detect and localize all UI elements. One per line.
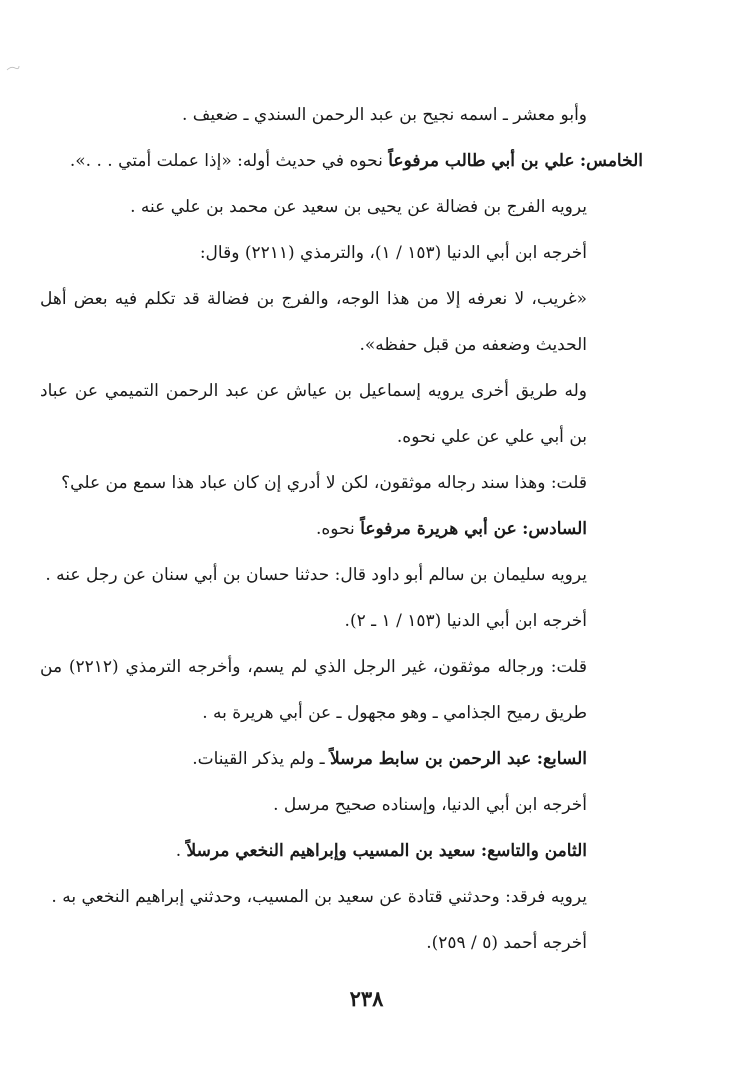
body-text [40, 92, 643, 966]
paragraph-text: يرويه فرقد: وحدثني قتادة عن سعيد بن المسيب، وحدثني إبراهيم النخعي به . [51, 887, 587, 907]
paragraph-text: ـ ولم يذكر القينات. [192, 749, 330, 769]
paragraph-text: يرويه سليمان بن سالم أبو داود قال: حدثنا حسان بن أبي سنان عن رجل عنه . [45, 565, 587, 585]
paragraph-text: قلت: ورجاله موثقون، غير الرجل الذي لم يسم، وأخرجه الترمذي (٢٢١٢) من طريق رميح الجذامي ـ وهو مجهول ـ عن أبي هريرة به . [40, 657, 587, 723]
paragraph-ibn-abi-dunya-2 [40, 598, 643, 644]
section-lead-fifth: الخامس: [579, 151, 643, 171]
paragraph-sixth-narration [40, 506, 643, 552]
narrator-ibn-sabit: عبد الرحمن بن سابط مرسلاً [330, 749, 532, 769]
paragraph-ahmad [40, 920, 643, 966]
paragraph-faraj-chain [40, 184, 643, 230]
paragraph-farqad-chain [40, 874, 643, 920]
narrator-ibn-musayyib-nakhai: سعيد بن المسيب وإبراهيم النخعي مرسلاً [186, 841, 476, 861]
paragraph-text: أخرجه أحمد (٥ / ٢٥٩). [426, 933, 587, 953]
paragraph-text: وأبو معشر ـ اسمه نجيح بن عبد الرحمن السندي ـ ضعيف . [181, 105, 587, 125]
paragraph-comment-abbad [40, 460, 643, 506]
scan-speck [6, 64, 20, 72]
narrator-ali: علي بن أبي طالب مرفوعاً [388, 151, 575, 171]
paragraph-text: نحوه. [315, 519, 361, 539]
paragraph-text: . [175, 841, 187, 861]
paragraph-comment-rumayh [40, 644, 643, 736]
section-lead-sixth: السادس: [522, 519, 587, 539]
paragraph-text: أخرجه ابن أبي الدنيا (١٥٣ / ١)، والترمذي (٢٢١١) وقال: [199, 243, 587, 263]
paragraph-seventh-narration [40, 736, 643, 782]
paragraph-other-route [40, 368, 643, 460]
paragraph-text: أخرجه ابن أبي الدنيا (١٥٣ / ١ ـ ٢). [344, 611, 587, 631]
paragraph-sulayman-chain [40, 552, 643, 598]
paragraph-text: نحوه في حديث أوله: «إذا عملت أمتي . . .». [69, 151, 389, 171]
page-number: ٢٣٨ [349, 986, 384, 1011]
paragraph-eighth-ninth-narration [40, 828, 643, 874]
paragraph-text: قلت: وهذا سند رجاله موثقون، لكن لا أدري إن كان عباد هذا سمع من علي؟ [61, 473, 587, 493]
paragraph-abu-mashar [40, 92, 643, 138]
paragraph-tirmidhi-quote [40, 276, 643, 368]
paragraph-text: أخرجه ابن أبي الدنيا، وإسناده صحيح مرسل . [273, 795, 587, 815]
paragraph-ibn-abi-dunya-3 [40, 782, 643, 828]
paragraph-text: يرويه الفرج بن فضالة عن يحيى بن سعيد عن محمد بن علي عنه . [130, 197, 587, 217]
paragraph-text: «غريب، لا نعرفه إلا من هذا الوجه، والفرج بن فضالة قد تكلم فيه بعض أهل الحديث وضعفه من قبل حفظه». [40, 289, 587, 355]
section-lead-seventh: السابع: [536, 749, 587, 769]
paragraph-text: وله طريق أخرى يرويه إسماعيل بن عياش عن عبد الرحمن التميمي عن عباد بن أبي علي عن علي نحوه. [40, 381, 587, 447]
paragraph-ibn-abi-dunya-1 [40, 230, 643, 276]
paragraph-fifth-narration [40, 138, 643, 184]
section-lead-eighth-ninth: الثامن والتاسع: [480, 841, 587, 861]
narrator-abu-hurayra: عن أبي هريرة مرفوعاً [360, 519, 517, 539]
